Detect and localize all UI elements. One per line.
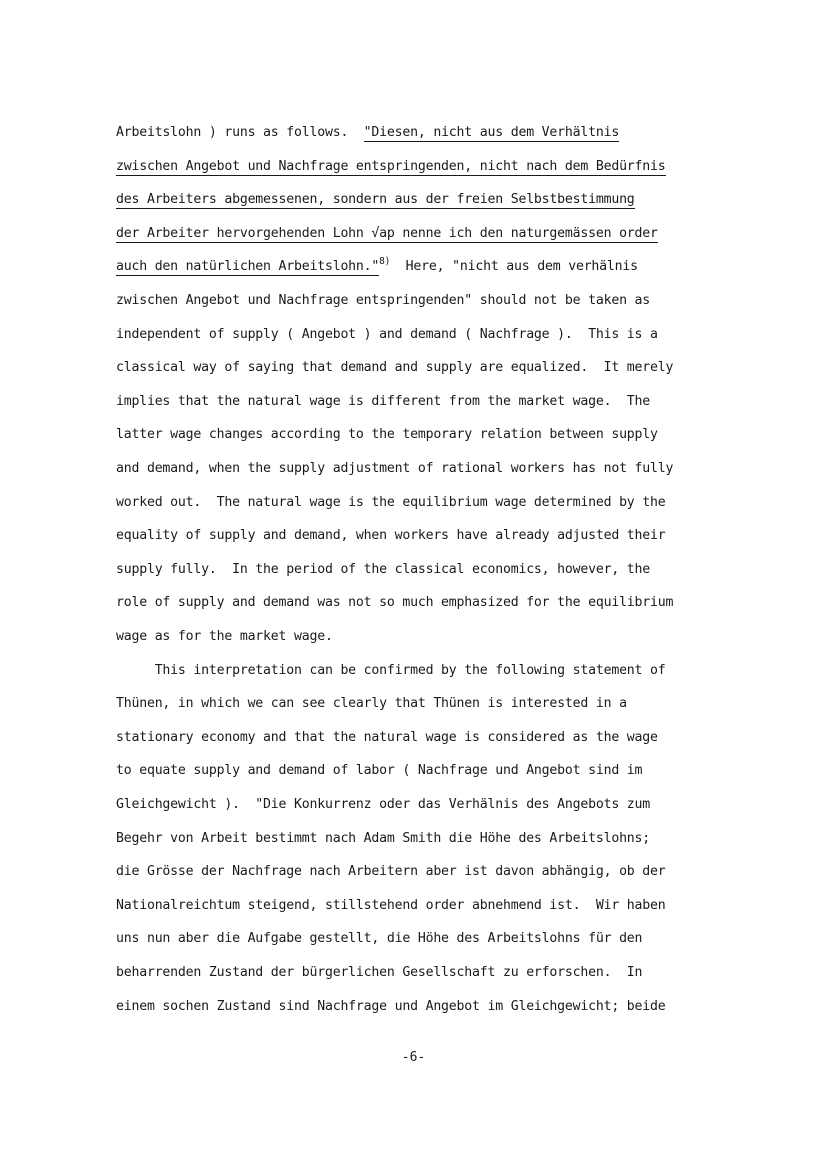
underlined-quote: der Arbeiter hervorgehenden Lohn √ap nenne ich den naturgemässen order bbox=[116, 225, 658, 241]
underlined-quote: "Diesen, nicht aus dem Verhältnis bbox=[363, 125, 620, 140]
line-text: supply fully. In the period of the classical economics, however, the bbox=[116, 561, 651, 577]
line-text: This interpretation can be confirmed by the following statement of bbox=[116, 662, 666, 678]
line-text: Nationalreichtum steigend, stillstehend order abnehmend ist. Wir haben bbox=[116, 897, 666, 913]
text-line bbox=[116, 359, 673, 377]
line-text: and demand, when the supply adjustment of rational workers has not fully bbox=[116, 461, 674, 476]
underlined-quote: des Arbeiters abgemessenen, sondern aus der freien Selbstbestimmung bbox=[116, 192, 635, 208]
line-text: einem sochen Zustand sind Nachfrage und Angebot im Gleichgewicht; beide bbox=[116, 998, 666, 1014]
text-line bbox=[116, 158, 666, 176]
text-line bbox=[116, 393, 650, 411]
line-text: independent of supply ( Angebot ) and demand ( Nachfrage ). This is a bbox=[116, 326, 658, 342]
text-line bbox=[116, 729, 658, 747]
line-text: stationary economy and that the natural wage is considered as the wage bbox=[116, 729, 658, 745]
text-line bbox=[116, 863, 666, 881]
underlined-quote: auch den natürlichen Arbeitslohn." bbox=[116, 259, 380, 275]
text-line bbox=[116, 594, 673, 612]
line-text: latter wage changes according to the temporary relation between supply bbox=[116, 427, 658, 443]
line-text: implies that the natural wage is different from the market wage. The bbox=[116, 393, 651, 409]
text-line bbox=[116, 124, 619, 142]
line-text: Gleichgewicht ). "Die Konkurrenz oder das Verhälnis des Angebots zum bbox=[116, 797, 651, 812]
line-text: Here, "nicht aus dem verhälnis bbox=[390, 259, 638, 275]
line-text: role of supply and demand was not so much emphasized for the equilibrium bbox=[116, 595, 674, 611]
text-line bbox=[116, 460, 673, 478]
line-text: beharrenden Zustand der bürgerlichen Gesellschaft zu erforschen. In bbox=[116, 965, 643, 980]
line-text: to equate supply and demand of labor ( Nachfrage und Angebot sind im bbox=[116, 763, 643, 779]
text-line bbox=[116, 897, 666, 915]
line-text: classical way of saying that demand and supply are equalized. It merely bbox=[116, 360, 674, 376]
text-line bbox=[116, 426, 658, 444]
text-line bbox=[116, 830, 650, 848]
footnote-ref: 8) bbox=[379, 256, 391, 267]
page-number: -6- bbox=[401, 1050, 426, 1065]
line-text: zwischen Angebot und Nachfrage entspringenden" should not be taken as bbox=[116, 293, 651, 308]
text-line bbox=[116, 191, 635, 209]
text-line bbox=[116, 326, 658, 344]
text-line bbox=[116, 662, 666, 680]
line-text: die Grösse der Nachfrage nach Arbeitern aber ist davon abhängig, ob der bbox=[116, 864, 666, 880]
text-line bbox=[116, 494, 666, 512]
line-text: equality of supply and demand, when workers have already adjusted their bbox=[116, 528, 666, 544]
text-line bbox=[116, 527, 666, 545]
text-line bbox=[116, 930, 642, 948]
line-text: wage as for the market wage. bbox=[116, 629, 333, 644]
text-line bbox=[116, 762, 642, 780]
text-line bbox=[116, 695, 627, 713]
text-line bbox=[116, 225, 658, 243]
line-text: Thünen, in which we can see clearly that Thünen is interested in a bbox=[116, 696, 627, 712]
text-line bbox=[116, 998, 666, 1016]
text-line bbox=[116, 964, 642, 982]
line-text: Arbeitslohn ) runs as follows. bbox=[116, 125, 364, 140]
text-line bbox=[116, 258, 638, 276]
text-line bbox=[116, 796, 650, 814]
line-text: Begehr von Arbeit bestimmt nach Adam Smith die Höhe des Arbeitslohns; bbox=[116, 830, 651, 846]
text-line bbox=[116, 292, 650, 310]
line-text: worked out. The natural wage is the equilibrium wage determined by the bbox=[116, 494, 666, 510]
underlined-quote: zwischen Angebot und Nachfrage entspringenden, nicht nach dem Bedürfnis bbox=[116, 158, 666, 174]
line-text: uns nun aber die Aufgabe gestellt, die Höhe des Arbeitslohns für den bbox=[116, 931, 643, 947]
text-line bbox=[116, 561, 650, 579]
text-line bbox=[116, 628, 333, 646]
